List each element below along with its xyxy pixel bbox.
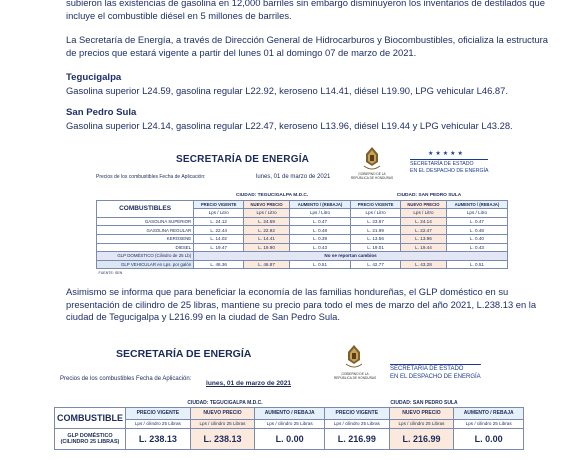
table2-unit: Lps / cilindro 25 Libras (126, 419, 191, 428)
no-change-note: No se reportan cambios (194, 252, 508, 261)
glp-paragraph (66, 286, 566, 324)
city-heading-san-pedro-sula: San Pedro Sula (66, 107, 137, 118)
table1-col-aumento-b: AUMENTO / (REBAJA) (446, 200, 507, 209)
table2-col-aumento-b: AUMENTO / REBAJA (454, 408, 524, 420)
table-row: GLP DOMÉSTICO (Cilindro de 25 Lb) No se reportan cambios (97, 252, 508, 261)
table2-col-nuevo-b: NUEVO PRECIO (389, 408, 454, 420)
glp-price-table (54, 399, 524, 450)
table2-city-a: CIUDAD: TEGUCIGALPA M.D.C. (187, 400, 263, 406)
table1-title: SECRETARÍA DE ENERGÍA (176, 154, 310, 165)
table2-col-vigente-a: PRECIO VIGENTE (126, 408, 191, 420)
table1-col-aumento-a: AUMENTO / (REBAJA) (289, 200, 350, 209)
honduras-emblem-icon (360, 146, 384, 172)
table1-footnote: FUENTE: SEN (98, 271, 123, 276)
table2-column-header: COMBUSTIBLE (55, 408, 126, 429)
table1-unit: Lps / Litro (446, 209, 507, 218)
announcement-line-2: de precios que estará vigente a partir del lunes 01 al domingo 07 de marzo de 2021. (66, 46, 417, 58)
table1-subtitle: Precios de los combustibles Fecha de Aplicación: (96, 174, 206, 180)
table2-row-label: GLP DOMÉSTICO (CILINDRO 25 LIBRAS) (55, 429, 126, 450)
city-heading-tegucigalpa: Tegucigalpa (66, 72, 122, 83)
glp-line-2: presentación de cilindro de 25 libras, mantiene su precio para todo el mes de marzo del año 2021, L.238.13 en la (66, 298, 537, 310)
announcement-line-1: La Secretaría de Energía, a través de Dirección General de Hidrocarburos y Biocombustibles, oficializa la estructura (66, 34, 549, 45)
table-row: GASOLINA SUPERIOR L. 24.12 L. 24.59 L. 0.47 L. 23.67 L. 24.14 L. 0.47 (97, 217, 508, 226)
announcement-paragraph (66, 34, 566, 59)
table-row: GLP VEHICULAR en Lps. por galón L. 46.36 L. 46.87 L. 0.51 L. 42.77 L. 43.28 L. 0.51 (97, 260, 508, 269)
table-row: GASOLINA REGULAR L. 22.44 L. 22.92 L. 0.48 L. 21.99 L. 22.47 L. 0.48 (97, 226, 508, 235)
stars-icon: ★★★★★ (428, 151, 465, 157)
fuel-price-table (96, 192, 508, 277)
table1-city-b: CIUDAD: SAN PEDRO SULA (396, 193, 462, 199)
table2-subtitle: Precios de los combustibles Fecha de Aplicación: (60, 376, 192, 382)
table1-unit: Lps / Litro (289, 209, 350, 218)
table2-unit: Lps / cilindro 25 Libras (454, 419, 524, 428)
table2-city-b: CIUDAD: SAN PEDRO SULA (390, 400, 458, 406)
city-prices-san-pedro-sula: Gasolina superior L24.14, gasolina regular L22.47, keroseno L13.96, diésel L19.44 y LPG vehicular L43.28. (66, 120, 513, 131)
table2-unit: Lps / cilindro 25 Libras (324, 419, 389, 428)
table1-col-vigente-b: PRECIO VIGENTE (351, 200, 401, 209)
table1-unit: Lps / Litro (244, 209, 290, 218)
table1-agency-name: SECRETARÍA DE ESTADO EN EL DESPACHO DE ENERGÍA (410, 161, 489, 174)
table2-title: SECRETARÍA DE ENERGÍA (116, 348, 252, 360)
table2-col-vigente-b: PRECIO VIGENTE (324, 408, 389, 420)
table1-unit: Lps / Litro (401, 209, 447, 218)
table2-col-aumento-a: AUMENTO / REBAJA (255, 408, 325, 420)
table2-unit: Lps / cilindro 25 Libras (389, 419, 454, 428)
table2-agency-name: SECRETARÍA DE ESTADO EN EL DESPACHO DE ENERGÍA (390, 366, 481, 380)
table1-col-vigente-a: PRECIO VIGENTE (194, 200, 244, 209)
table1-col-nuevo-b: NUEVO PRECIO (401, 200, 447, 209)
glp-line-3: ciudad de Tegucigalpa y L216.99 en la ciudad de San Pedro Sula. (66, 311, 340, 323)
table2-unit: Lps / cilindro 25 Libras (255, 419, 325, 428)
fuel-price-table-image (88, 142, 518, 274)
honduras-emblem-icon (342, 344, 366, 370)
table2-gov-caption: GOBIERNO DE LA REPÚBLICA DE HONDURAS (333, 372, 377, 380)
table-row: GLP DOMÉSTICO (CILINDRO 25 LIBRAS) L. 238.13 L. 238.13 L. 0.00 L. 216.99 L. 216.99 L. 0.00 (55, 429, 524, 450)
table2-unit: Lps / cilindro 25 Libras (190, 419, 255, 428)
table2-col-nuevo-a: NUEVO PRECIO (190, 408, 255, 420)
table1-unit: Lps / Litro (194, 209, 244, 218)
table2-date: lunes, 01 de marzo de 2021 (206, 380, 292, 387)
intro-line-1: subieron las existencias de gasolina en 12,000 barriles sin embargo disminuyeron los inventarios de destilados que (66, 0, 545, 8)
intro-line-2: incluye el combustible diésel en 5 millones de barriles. (66, 9, 292, 21)
table1-unit: Lps / Litro (351, 209, 401, 218)
table1-city-a: CIUDAD: TEGUCIGALPA M.D.C. (236, 193, 309, 199)
glp-line-1: Asimismo se informa que para beneficiar la economía de las familias hondureñas, el GLP doméstico en su (66, 286, 509, 297)
table1-date: lunes, 01 de marzo de 2021 (256, 174, 331, 180)
table1-column-header: COMBUSTIBLES (97, 200, 194, 217)
table1-col-nuevo-a: NUEVO PRECIO (244, 200, 290, 209)
table1-gov-caption: GOBIERNO DE LA REPÚBLICA DE HONDURAS (350, 172, 394, 180)
table-row: KEROSENE L. 14.02 L. 14.41 L. 0.39 L. 13.56 L. 13.96 L. 0.40 (97, 234, 508, 243)
intro-paragraph (66, 0, 566, 22)
glp-price-table-image (38, 340, 538, 460)
city-prices-tegucigalpa: Gasolina superior L24.59, gasolina regular L22.92, keroseno L14.41, diésel L19.90, LPG vehicular L46.87. (66, 85, 508, 96)
table-row: DIESEL L. 19.47 L. 19.90 L. 0.43 L. 19.01 L. 19.44 L. 0.43 (97, 243, 508, 252)
